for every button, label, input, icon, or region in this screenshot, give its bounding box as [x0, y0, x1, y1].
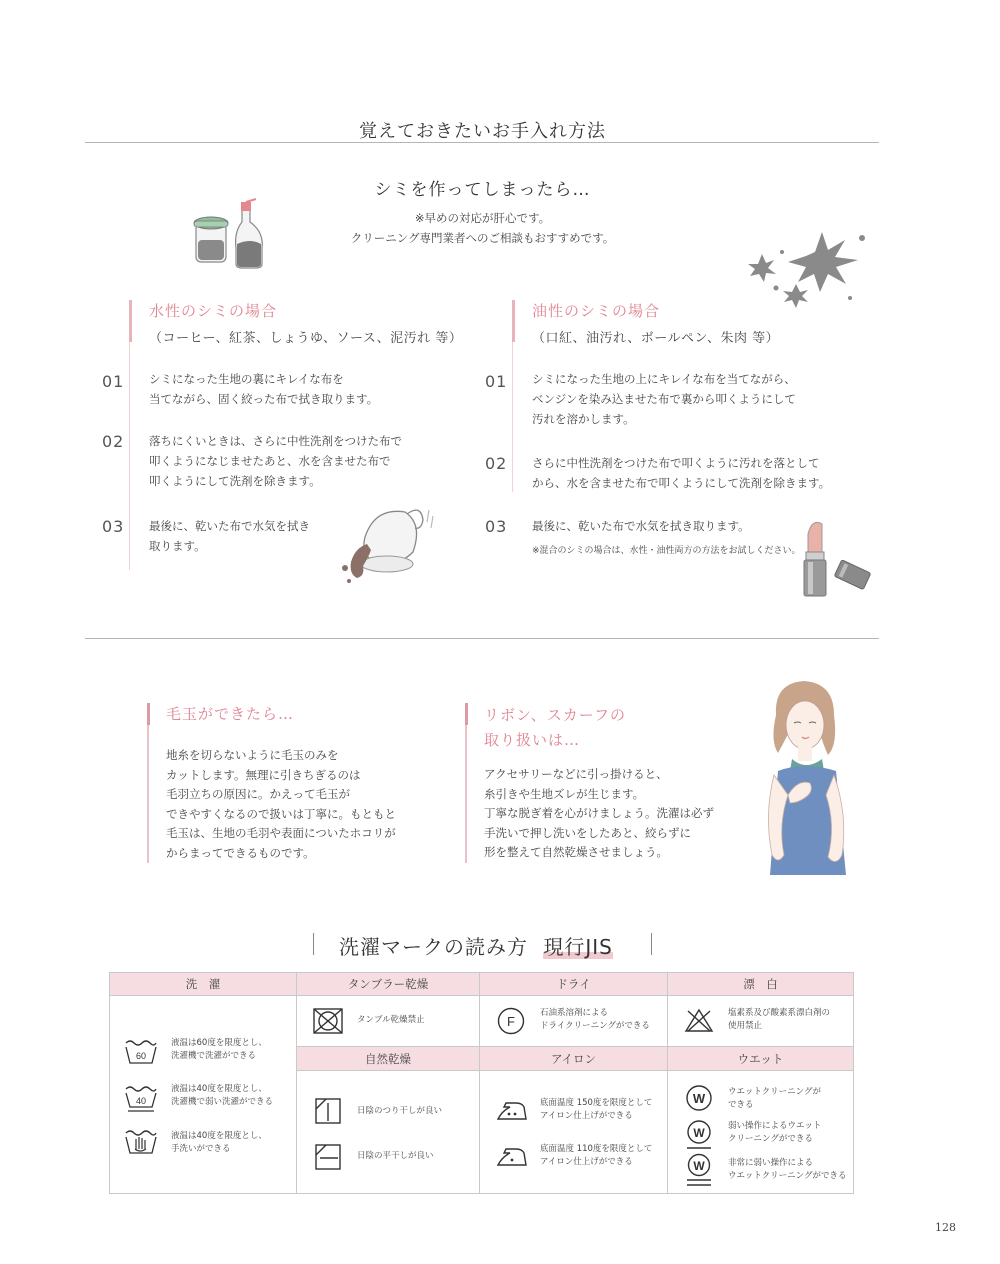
line-dry-shade-desc: 日陰のつり干しが良い [357, 1106, 443, 1116]
wash-60-desc: 液温は60度を限度とし、 洗濯機で洗濯ができる [171, 1038, 267, 1061]
wet-clean-desc: ウエットクリーニングが できる [728, 1087, 821, 1110]
oil-step-3-num: 03 [485, 517, 508, 536]
oil-heading: 油性のシミの場合 [532, 302, 661, 320]
wet-clean-very-gentle-desc: 非常に弱い操作による ウエットクリーニングができる [728, 1158, 847, 1181]
oil-examples: （口紅、油汚れ、ボールペン、朱肉 等） [532, 331, 780, 346]
care-title-highlight: 現行JIS [543, 935, 613, 959]
flat-dry-shade-icon [314, 1143, 342, 1171]
wet-clean-icon [684, 1083, 714, 1113]
oil-step-1-num: 01 [485, 372, 508, 391]
no-tumble-dry-icon [312, 1007, 344, 1035]
page-number: 128 [935, 1221, 956, 1234]
oil-accent-bar [512, 300, 515, 342]
ribbon-accent-bar [465, 703, 468, 725]
water-examples: （コーヒー、紅茶、しょうゆ、ソース、泥汚れ 等） [149, 331, 463, 346]
stain-section-rule [85, 638, 879, 639]
wash-60-icon [124, 1039, 158, 1065]
stain-title: シミを作ってしまったら… [374, 180, 591, 200]
header-bleach: 漂 白 [668, 973, 853, 996]
iron-150-icon [496, 1099, 528, 1123]
pilling-accent-bar [147, 703, 150, 725]
page-title: 覚えておきたいお手入れ方法 [359, 121, 606, 142]
water-step-3-num: 03 [102, 517, 125, 536]
no-bleach-desc: 塩素系及び酸素系漂白剤の 使用禁止 [728, 1008, 831, 1031]
spilled-cup-illustration [335, 502, 435, 584]
water-accent-bar [129, 300, 132, 342]
ribbon-text: アクセサリーなどに引っ掛けると、 糸引きや生地ズレが生じます。 丁寧な脱ぎ着を心がけましょう。洗濯は必ず 手洗いで押し洗いをしたあと、絞らずに 形を整えて自然乾燥させましょう。 [484, 767, 714, 859]
water-step-2-text: 落ちにくいときは、さらに中性洗剤をつけた布で 叩くようになじませたあと、水を含ませた布で 叩くようにして洗剤を除きます。 [149, 434, 402, 488]
header-wet: ウエット [668, 1046, 853, 1071]
oil-accent-line [512, 342, 513, 492]
header-tumble: タンブラー乾燥 [297, 973, 479, 996]
svg-text:40: 40 [135, 1096, 147, 1106]
svg-text:W: W [693, 1159, 705, 1173]
svg-text:F: F [507, 1014, 515, 1029]
header-iron: アイロン [480, 1046, 667, 1071]
svg-text:W: W [692, 1091, 706, 1106]
dry-clean-f-icon [496, 1006, 526, 1036]
flat-dry-shade-desc: 日陰の平干しが良い [357, 1151, 434, 1161]
lipstick-illustration [798, 516, 873, 598]
mixed-stain-note: ※混合のシミの場合は、水性・油性両方の方法をお試しください。 [532, 546, 801, 556]
iron-110-desc: 底面温度 110度を限度として アイロン仕上げができる [540, 1144, 653, 1167]
care-label-table [109, 972, 854, 1194]
header-dry: ドライ [480, 973, 667, 996]
hand-wash-desc: 液温は40度を限度とし、 手洗いができる [171, 1131, 267, 1154]
line-dry-shade-icon [314, 1097, 342, 1125]
iron-150-desc: 底面温度 150度を限度として アイロン仕上げができる [540, 1098, 653, 1121]
header-wash: 洗 濯 [110, 973, 296, 996]
water-step-3-text: 最後に、乾いた布で水気を拭き 取ります。 [149, 519, 310, 553]
ribbon-accent-line [465, 703, 467, 863]
pilling-text: 地糸を切らないように毛玉のみを カットします。無理に引きちぎるのは 毛羽立ちの原因に。かえって毛玉が できやすくなるので扱いは丁寧に。もともと 毛玉は、生地の毛羽や表面についたホコリが からまってできるものです。 [166, 748, 396, 860]
iron-110-icon [496, 1145, 528, 1169]
wet-clean-gentle-icon [684, 1119, 714, 1151]
water-step-2-num: 02 [102, 432, 125, 451]
hand-wash-icon [124, 1129, 158, 1157]
no-bleach-icon [684, 1007, 714, 1033]
stain-note-2: クリーニング専門業者へのご相談もおすすめです。 [350, 231, 615, 245]
oil-step-2-text: さらに中性洗剤をつけた布で叩くように汚れを落として から、水を含ませた布で叩くようにして洗剤を除きます。 [532, 456, 831, 490]
svg-text:60: 60 [135, 1051, 147, 1061]
wash-40-gentle-desc: 液温は40度を限度とし、 洗濯機で弱い洗濯ができる [171, 1084, 274, 1107]
water-accent-line [129, 342, 130, 570]
water-step-1-text: シミになった生地の裏にキレイな布を 当てながら、固く絞った布で拭き取ります。 [149, 372, 379, 406]
care-title-left-tick [313, 933, 314, 955]
stain-note-1: ※早めの対応が肝心です。 [414, 211, 551, 225]
wet-clean-very-gentle-icon [684, 1153, 714, 1189]
oil-step-3-text: 最後に、乾いた布で水気を拭き取ります。 [532, 519, 750, 533]
wash-40-gentle-icon [124, 1085, 158, 1113]
title-rule [85, 142, 879, 143]
oil-step-2-num: 02 [485, 454, 508, 473]
water-heading: 水性のシミの場合 [149, 302, 278, 320]
ribbon-heading: リボン、スカーフの 取り扱いは… [484, 706, 627, 749]
jar-bottle-illustration [190, 198, 275, 273]
oil-step-1-text: シミになった生地の上にキレイな布を当てながら、 ベンジンを染み込ませた布で裏から叩くようにして 汚れを溶かします。 [532, 372, 796, 426]
splatter-illustration [740, 212, 870, 317]
svg-text:W: W [693, 1126, 705, 1140]
care-title: 洗濯マークの読み方 現行JIS [339, 935, 613, 959]
no-tumble-dry-desc: タンブル乾燥禁止 [357, 1015, 425, 1025]
dry-clean-desc: 石油系溶剤による ドライクリーニングができる [540, 1008, 650, 1031]
woman-with-scarf-illustration [748, 675, 858, 880]
water-step-1-num: 01 [102, 372, 125, 391]
pilling-heading: 毛玉ができたら… [166, 705, 295, 723]
pilling-accent-line [147, 703, 149, 863]
wet-clean-gentle-desc: 弱い操作によるウエット クリーニングができる [728, 1121, 822, 1144]
care-title-right-tick [651, 933, 652, 955]
header-natural: 自然乾燥 [297, 1046, 479, 1071]
